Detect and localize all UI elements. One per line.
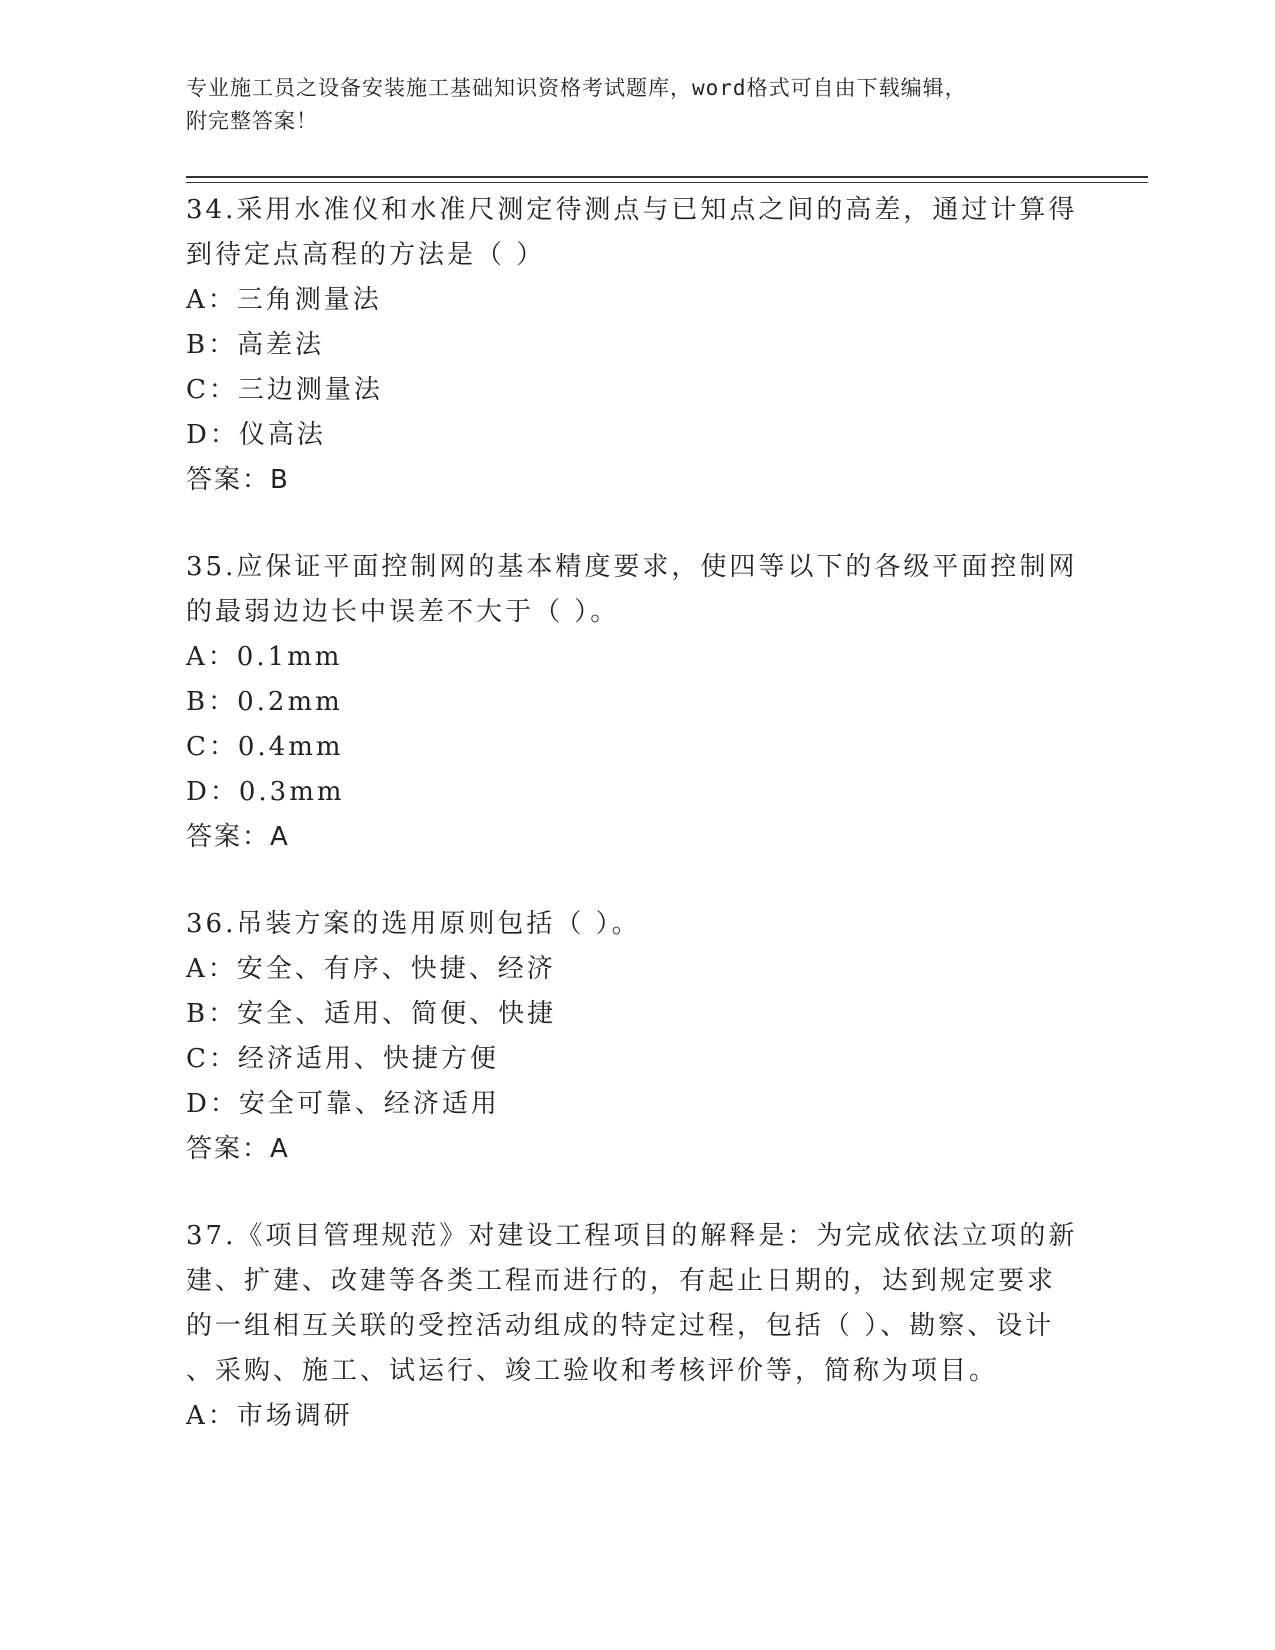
question-list bbox=[186, 188, 1086, 1481]
question-36 bbox=[186, 902, 1086, 1172]
option-a: A：安全、有序、快捷、经济 bbox=[186, 954, 556, 984]
header-line-2: 附完整答案！ bbox=[186, 109, 318, 133]
option-c: C：三边测量法 bbox=[186, 375, 383, 405]
question-35 bbox=[186, 545, 1086, 860]
option-b: B：高差法 bbox=[186, 330, 325, 360]
option-a: A：三角测量法 bbox=[186, 285, 382, 315]
option-c: C：0.4mm bbox=[186, 732, 344, 762]
question-text: 35.应保证平面控制网的基本精度要求，使四等以下的各级平面控制网 的最弱边边长中误差不大于（ ）。 bbox=[186, 552, 1078, 627]
option-a: A：0.1mm bbox=[186, 642, 343, 672]
document-header bbox=[186, 72, 1086, 138]
header-line-1: 专业施工员之设备安装施工基础知识资格考试题库，word格式可自由下载编辑， bbox=[186, 76, 967, 100]
answer-line: 答案：B bbox=[186, 465, 290, 495]
question-34 bbox=[186, 188, 1086, 503]
header-divider-thick bbox=[186, 176, 1148, 178]
option-c: C：经济适用、快捷方便 bbox=[186, 1044, 499, 1074]
option-b: B：安全、适用、简便、快捷 bbox=[186, 999, 557, 1029]
option-d: D：仪高法 bbox=[186, 420, 326, 450]
question-text: 34.采用水准仪和水准尺测定待测点与已知点之间的高差，通过计算得 到待定点高程的方法是（ ） bbox=[186, 195, 1078, 270]
option-a: A：市场调研 bbox=[186, 1401, 353, 1431]
answer-line: 答案：A bbox=[186, 822, 290, 852]
question-text: 37.《项目管理规范》对建设工程项目的解释是：为完成依法立项的新 建、扩建、改建等各类工程而进行的，有起止日期的，达到规定要求 的一组相互关联的受控活动组成的特定过程，包括（ ）、勘察、设计 、采购、施工、试运行、竣工验收和考核评价等，简称为项目。 bbox=[186, 1221, 1078, 1386]
option-b: B：0.2mm bbox=[186, 687, 343, 717]
header-divider-thin bbox=[186, 182, 1148, 183]
option-d: D：安全可靠、经济适用 bbox=[186, 1089, 500, 1119]
answer-line: 答案：A bbox=[186, 1134, 290, 1164]
question-37 bbox=[186, 1214, 1086, 1439]
option-d: D：0.3mm bbox=[186, 777, 345, 807]
question-text: 36.吊装方案的选用原则包括（ ）。 bbox=[186, 909, 641, 939]
